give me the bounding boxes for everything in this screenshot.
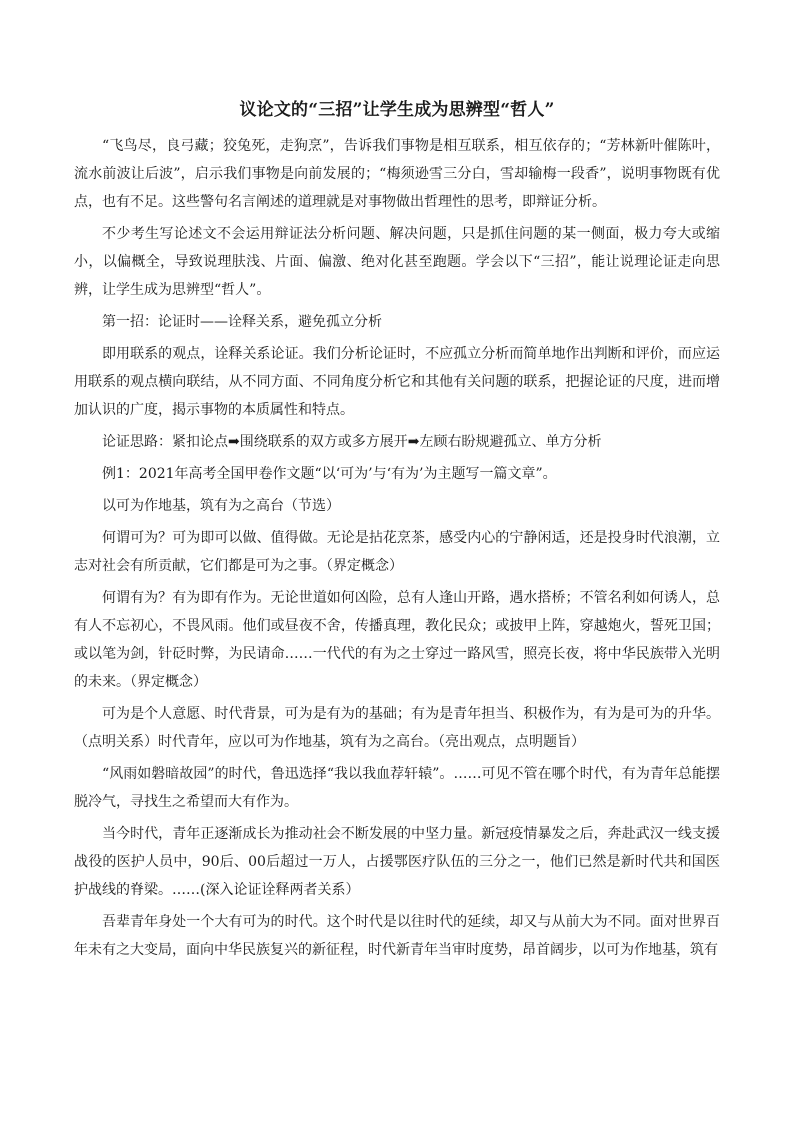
paragraph-contemporary: 当今时代，青年正逐渐成长为推动社会不断发展的中坚力量。新冠疫情暴发之后，奔赴武汉一线支援战役的医护人员中，90后、00后超过一万人，占援鄂医疗队伍的三分之一，他们已然是新时代共和国医护战线的脊梁。……(深入论证诠释两者关系） <box>74 826 720 898</box>
paragraph-conclusion: 吾辈青年身处一个大有可为的时代。这个时代是以往时代的延续，却又与从前大为不同。面对世界百年未有之大变局，面向中华民族复兴的新征程，时代新青年当审时度势，昂首阔步，以可为作地基，筑有 <box>74 914 720 958</box>
paragraph-explanation: 即用联系的观点，诠释关系论证。我们分析论证时，不应孤立分析而简单地作出判断和评价，而应运用联系的观点横向联结，从不同方面、不同角度分析它和其他有关问题的联系，把握论证的尺度，进而增加认识的广度，揭示事物的本质属性和特点。 <box>74 346 720 418</box>
page-title: 议论文的“三招”让学生成为思辨型“哲人” <box>239 100 555 120</box>
paragraph-intro: “飞鸟尽，良弓藏；狡兔死，走狗烹”，告诉我们事物是相互联系，相互依存的；“芳林新叶催陈叶，流水前波让后波”，启示我们事物是向前发展的；“梅须逊雪三分白，雪却输梅一段香”，说明事物既有优点，也有不足。这些警句名言阐述的道理就是对事物做出哲理性的思考，即辩证分析。 <box>74 138 720 210</box>
paragraph-example-prompt: 例1：2021年高考全国甲卷作文题“以‘可为’与‘有为’为主题写一篇文章”。 <box>102 466 557 482</box>
paragraph-define-keyi: 何谓可为？可为即可以做、值得做。无论是拈花烹茶，感受内心的宁静闲适，还是投身时代浪潮，立志对社会有所贡献，它们都是可为之事。（界定概念） <box>74 530 720 574</box>
paragraph-essay-title: 以可为作地基，筑有为之高台（节选） <box>102 498 340 514</box>
paragraph-relation: 可为是个人意愿、时代背景，可为是有为的基础；有为是青年担当、积极作为，有为是可为的升华。（点明关系）时代青年，应以可为作地基，筑有为之高台。（亮出观点，点明题旨） <box>74 706 720 750</box>
section-heading-first-move: 第一招：论证时——诠释关系，避免孤立分析 <box>102 314 382 330</box>
paragraph-luxun: “风雨如磐暗故园”的时代，鲁迅选择“我以我血荐轩辕”。……可见不管在哪个时代，有为青年总能摆脱冷气，寻找生之希望而大有作为。 <box>74 766 720 810</box>
paragraph-problem: 不少考生写论述文不会运用辩证法分析问题、解决问题，只是抓住问题的某一侧面，极力夸大或缩小，以偏概全，导致说理肤浅、片面、偏激、绝对化甚至跑题。学会以下“三招”，能让说理论证走向思辨，让学生成为思辨型“哲人”。 <box>74 226 720 298</box>
paragraph-define-youwei: 何谓有为？有为即有作为。无论世道如何凶险，总有人逢山开路，遇水搭桥；不管名利如何诱人，总有人不忘初心，不畏风雨。他们或昼夜不舍，传播真理，教化民众；或披甲上阵，穿越炮火，誓死卫国；或以笔为剑，针砭时弊，为民请命……一代代的有为之士穿过一路风雪，照亮长夜，将中华民族带入光明的未来。（界定概念） <box>74 590 720 690</box>
paragraph-argument-path: 论证思路：紧扣论点➡围绕联系的双方或多方展开➡左顾右盼规避孤立、单方分析 <box>102 434 602 450</box>
